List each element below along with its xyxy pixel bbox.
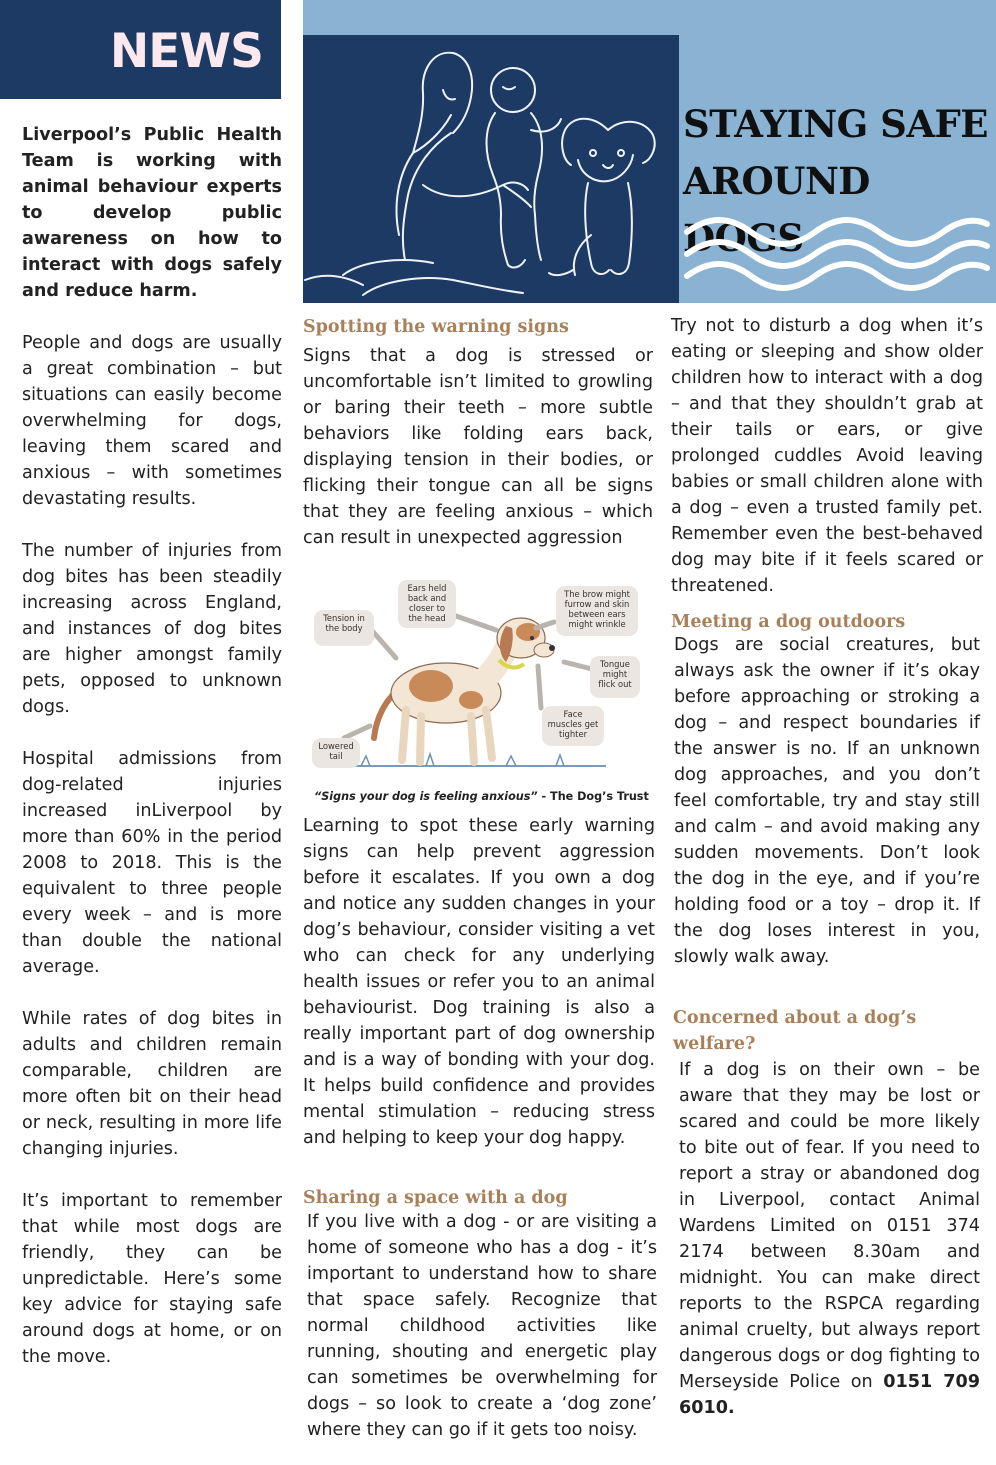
caption-source: - The Dog’s Trust bbox=[537, 790, 649, 803]
welfare-heading: Concerned about a dog’s welfare? bbox=[673, 1008, 917, 1054]
anxious-dog-figure bbox=[306, 578, 654, 778]
paragraph: While rates of dog bites in adults and children remain comparable, children are more often bit on their head or neck, resulting in more life changing injuries. bbox=[22, 1009, 282, 1159]
waves-icon bbox=[679, 210, 991, 295]
welfare-body: If a dog is on their own – be aware that they may be lost or scared and could be more likely to bite out of fear. If you need to report a stray or abandoned dog in Liverpool, contact Animal Wardens Limited on 0151 374 2174 between 8.30am and midnight. You can make direct reports to the RSPCA regarding animal cruelty, but always report dangerous dogs or dog fighting to Merseyside Police on bbox=[679, 1060, 980, 1392]
warning-signs-heading: Spotting the warning signs bbox=[303, 317, 569, 337]
paragraph bbox=[679, 1057, 980, 1421]
figure-caption bbox=[314, 790, 649, 803]
learning-text bbox=[303, 813, 655, 1151]
caption-quote: “Signs your dog is feeling anxious” bbox=[314, 790, 538, 803]
paragraph: People and dogs are usually a great combination – but situations can easily become overwhelming for dogs, leaving them scared and anxious – with sometimes devastating results. bbox=[22, 333, 282, 509]
label-tail: Lowered tail bbox=[312, 738, 360, 768]
welfare-text bbox=[679, 1057, 980, 1421]
paragraph: Learning to spot these early warning signs can help prevent aggression before it escalates. If you own a dog and notice any sudden changes in your dog’s behaviour, consider visiting a vet who can check for any underlying health issues or refer you to an animal behaviourist. Dog training is also a really important part of dog ownership and is a way of bonding with your dog. It helps build confidence and provides mental stimulation – reducing stress and helping to keep your dog happy. bbox=[303, 816, 655, 1148]
label-face: Face muscles get tighter bbox=[542, 706, 604, 746]
paragraph: If you live with a dog - or are visiting a home of someone who has a dog - it’s important to understand how to share that space safely. Recognize that normal childhood activities like running, shouting and energetic play can sometimes be overwhelming for dogs – so look to create a ‘dog zone’ where they can go if it gets too noisy. bbox=[307, 1212, 657, 1440]
police-phone-number: 0151 709 6010. bbox=[679, 1372, 980, 1418]
label-tension: Tension in the body bbox=[314, 610, 374, 646]
intro-paragraph: Liverpool’s Public Health Team is working with animal behaviour experts to develop public awareness on how to interact with dogs safely and reduce harm. bbox=[22, 125, 282, 301]
paragraph: The number of injuries from dog bites has been steadily increasing across England, and instances of dog bites are higher amongst family pets, opposed to unknown dogs. bbox=[22, 541, 282, 717]
label-brow: The brow might furrow and skin between ears might wrinkle bbox=[556, 586, 638, 636]
paragraph: Hospital admissions from dog-related injuries increased inLiverpool by more than 60% in the period 2008 to 2018. This is the equivalent to three people every week – and is more than double the national average. bbox=[22, 749, 282, 977]
title-line-1: STAYING SAFE bbox=[683, 102, 989, 146]
paragraph: Try not to disturb a dog when it’s eating or sleeping and show older children how to interact with a dog – and that they shouldn’t grab at their tails or ears, or give prolonged cuddles Avoid leaving babies or small children alone with a dog – even a trusted family pet. Remember even the best-behaved dog may bite if it feels scared or threatened. bbox=[671, 316, 983, 596]
paragraph: Signs that a dog is stressed or uncomfortable isn’t limited to growling or baring their teeth – more subtle behaviors like folding ears back, displaying tension in their bodies, or flicking their tongue can all be signs that they are feeling anxious – which can result in unexpected aggression bbox=[303, 346, 653, 548]
warning-signs-text bbox=[303, 343, 653, 551]
label-ears: Ears held back and closer to the head bbox=[398, 580, 456, 628]
title-line-2: AROUND DOGS bbox=[683, 159, 870, 260]
meeting-outdoors-heading: Meeting a dog outdoors bbox=[671, 612, 906, 632]
left-column bbox=[22, 122, 282, 1396]
illustration-panel bbox=[303, 35, 679, 303]
sharing-space-heading: Sharing a space with a dog bbox=[303, 1188, 568, 1208]
sharing-space-text bbox=[307, 1209, 657, 1443]
paragraph: It’s important to remember that while most dogs are friendly, they can be unpredictable. Here’s some key advice for staying safe around dogs at home, or on the move. bbox=[22, 1191, 282, 1367]
meeting-outdoors-text bbox=[674, 632, 980, 970]
disturb-text bbox=[671, 313, 983, 599]
woman-child-dog-line-art-icon bbox=[303, 35, 679, 303]
label-tongue: Tongue might flick out bbox=[590, 656, 640, 698]
paragraph: Dogs are social creatures, but always ask the owner if it’s okay before approaching or stroking a dog – and respect boundaries if the answer is no. If an unknown dog approaches, and you don’t feel comfortable, try and stay still and calm – and avoid making any sudden movements. Don’t look the dog in the eye, and if you’re holding food or a toy – drop it. If the dog loses interest in you, slowly walk away. bbox=[674, 635, 980, 967]
news-banner bbox=[0, 0, 281, 99]
news-label: NEWS bbox=[109, 24, 263, 79]
